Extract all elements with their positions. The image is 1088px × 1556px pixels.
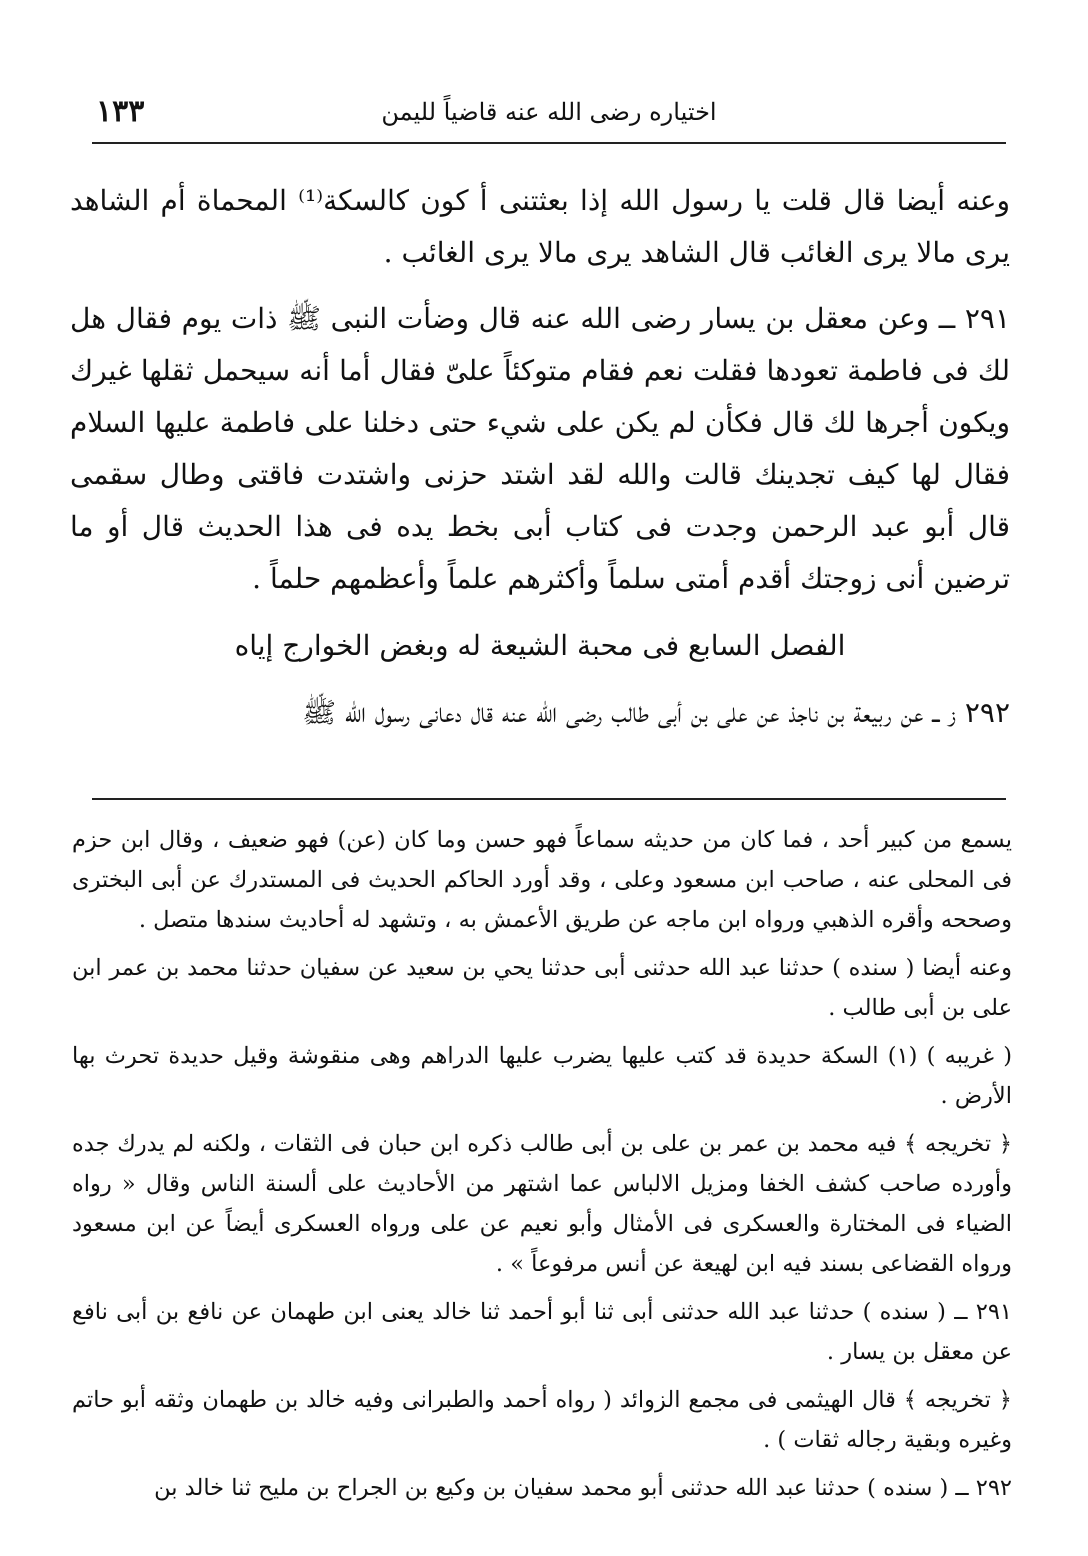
footnote-paragraph: ﴿ تخريجه ﴾ فيه محمد بن عمر بن على بن أبى طالب ذكره ابن حبان فى الثقات ، ولكنه لم يدرك جده وأورده صاحب كشف الخفا ومزيل الالباس عما اشتهر من الأحاديث على ألسنة الناس وقال « رواه الضياء فى المختارة والعسكرى فى الأمثال وأبو نعيم عن على ورواه العسكرى أيضاً عن ابن مسعود ورواه القضاعى بسند فيه ابن لهيعة عن أنس مرفوعاً » .	[72, 1131, 1012, 1277]
header-rule	[92, 142, 1006, 144]
footnote-rule	[92, 798, 1006, 800]
page-header	[92, 88, 1006, 138]
footnote-paragraph: يسمع من كبير أحد ، فما كان من حديثه سماعاً فهو حسن وما كان (عن) فهو ضعيف ، وقال ابن حزم فى المحلى عنه ، صاحب ابن مسعود وعلى ، وقد أورد الحاكم الحديث فى المستدرك عن أبى البخترى وصححه وأقره الذهبي ورواه ابن ماجه عن طريق الأعمش به ، وتشهد له أحاديث سندها متصل .	[72, 827, 1012, 933]
paragraph-1: وعنه أيضا قال قلت يا رسول الله إذا بعثتنى أ كون كالسكة⁽¹⁾ المحماة أم الشاهد يرى مالا يرى الغائب قال الشاهد يرى مالا يرى الغائب .	[70, 184, 1011, 269]
running-title: اختياره رضى الله عنه قاضياً لليمن	[381, 98, 717, 126]
paragraph-292: ٢٩٢ ز ــ عن ربيعة بن ناجذ عن على بن أبى طالب رضى الله عنه قال دعانى رسول الله ﷺ	[302, 696, 1010, 729]
footnote-paragraph: ٢٩٢ ــ ( سنده ) حدثنا عبد الله حدثنى أبو محمد سفيان بن وكيع بن الجراح بن مليح ثنا خالد بن	[154, 1475, 1012, 1501]
footnote-paragraph: وعنه أيضا ( سنده ) حدثنا عبد الله حدثنى أبى حدثنا يحي بن سعيد عن سفيان حدثنا محمد بن عمر ابن على بن أبى طالب .	[72, 955, 1012, 1021]
paragraph-291: ٢٩١ ــ وعن معقل بن يسار رضى الله عنه قال وضأت النبى ﷺ ذات يوم فقال هل لك فى فاطمة تعودها فقلت نعم فقام متوكئاً علىّ فقال أما أنه سيحمل ثقلها غيرك ويكون أجرها لك قال فكأن لم يكن على شيء حتى دخلنا على فاطمة عليها السلام فقال لها كيف تجدينك قالت والله لقد اشتد حزنى واشتدت فاقتى وطال سقمى قال أبو عبد الرحمن وجدت فى كتاب أبى بخط يده فى هذا الحديث قال أو ما ترضين أنى زوجتك أقدم أمتى سلماً وأكثرهم علماً وأعظمهم حلماً .	[70, 302, 1010, 595]
footnote-paragraph: ( غريبه ) (١) السكة حديدة قد كتب عليها يضرب عليها الدراهم وهى منقوشة وقيل حديدة تحرث بها الأرض .	[72, 1043, 1012, 1109]
main-text	[70, 175, 1010, 753]
footnote-paragraph: ٢٩١ ــ ( سنده ) حدثنا عبد الله حدثنى أبى ثنا أبو أحمد ثنا خالد يعنى ابن طهمان عن نافع بن أبى نافع عن معقل بن يسار .	[72, 1299, 1012, 1365]
page-number: ١٣٣	[96, 94, 145, 129]
footnotes	[72, 820, 1012, 1516]
section-title: الفصل السابع فى محبة الشيعة له وبغض الخوارج إياه	[234, 629, 846, 662]
footnote-paragraph: ﴿ تخريجه ﴾ قال الهيثمى فى مجمع الزوائد ( رواه أحمد والطبرانى وفيه خالد بن طهمان وثقه أبو حاتم وغيره وبقية رجاله ثقات ) .	[72, 1387, 1012, 1453]
